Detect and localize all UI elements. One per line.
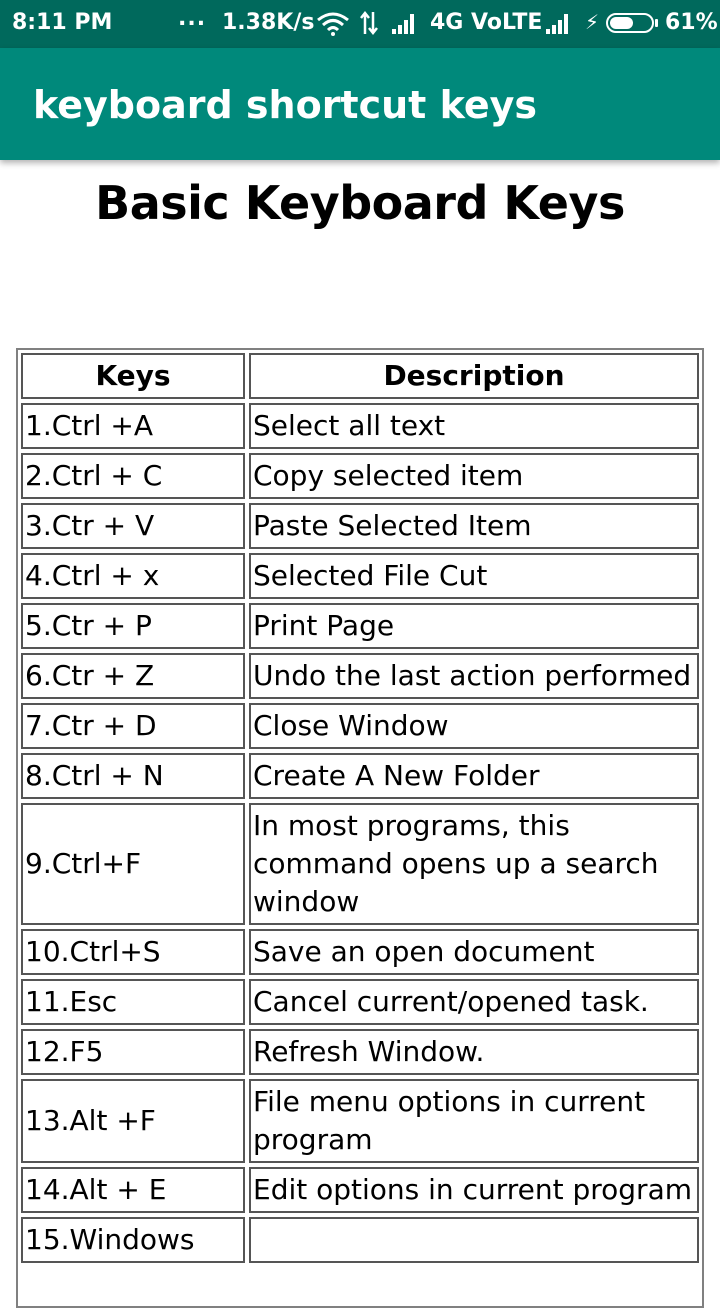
shortcut-description-cell: Refresh Window. [249,1029,699,1075]
shortcut-description-cell: Save an open document [249,929,699,975]
shortcut-description-cell: File menu options in current program [249,1079,699,1163]
shortcut-description-cell: In most programs, this command opens up a search window [249,803,699,925]
table-header-row [21,353,699,399]
more-notifications-icon: ... [178,6,207,31]
network-type: 4G VoLTE [430,10,543,35]
shortcut-key-cell: 15.Windows [21,1217,245,1263]
shortcut-description-cell: Cancel current/opened task. [249,979,699,1025]
shortcut-description-cell: Undo the last action performed [249,653,699,699]
table-row [21,929,699,975]
battery-percent: 61% [665,10,718,35]
shortcut-table [17,349,703,1267]
shortcut-description-cell: Select all text [249,403,699,449]
table-row [21,553,699,599]
data-arrows-icon [358,10,380,41]
shortcut-key-cell: 3.Ctr + V [21,503,245,549]
shortcut-key-cell: 1.Ctrl +A [21,403,245,449]
shortcut-description-cell: Close Window [249,703,699,749]
shortcut-key-cell: 11.Esc [21,979,245,1025]
shortcut-description-cell: Paste Selected Item [249,503,699,549]
header-keys: Keys [21,353,245,399]
battery-icon [606,13,654,33]
status-time: 8:11 PM [12,10,113,35]
shortcut-description-cell: Edit options in current program [249,1167,699,1213]
table-row [21,653,699,699]
network-speed: 1.38K/s [222,10,315,35]
table-body [21,403,699,1263]
status-bar [0,0,720,48]
shortcut-key-cell: 14.Alt + E [21,1167,245,1213]
shortcut-key-cell: 2.Ctrl + C [21,453,245,499]
shortcut-description-cell: Copy selected item [249,453,699,499]
shortcut-key-cell: 10.Ctrl+S [21,929,245,975]
shortcut-key-cell: 4.Ctrl + x [21,553,245,599]
wifi-icon [316,12,350,42]
table-row [21,503,699,549]
shortcut-description-cell [249,1217,699,1263]
shortcut-key-cell: 12.F5 [21,1029,245,1075]
signal-icon [392,14,416,34]
shortcut-key-cell: 5.Ctr + P [21,603,245,649]
shortcut-description-cell: Selected File Cut [249,553,699,599]
shortcut-description-cell: Create A New Folder [249,753,699,799]
table-row [21,1029,699,1075]
shortcut-key-cell: 7.Ctr + D [21,703,245,749]
app-title: keyboard shortcut keys [33,83,537,127]
signal-icon [546,14,570,34]
header-description: Description [249,353,699,399]
table-row [21,453,699,499]
shortcut-table-container[interactable] [16,348,704,1308]
shortcut-key-cell: 13.Alt +F [21,1079,245,1163]
table-row [21,603,699,649]
shortcut-description-cell: Print Page [249,603,699,649]
table-row [21,979,699,1025]
table-row [21,803,699,925]
table-row [21,403,699,449]
page-heading: Basic Keyboard Keys [95,176,625,230]
shortcut-key-cell: 6.Ctr + Z [21,653,245,699]
shortcut-key-cell: 8.Ctrl + N [21,753,245,799]
app-bar [0,48,720,160]
charging-bolt-icon: ⚡ [585,10,600,34]
shortcut-key-cell: 9.Ctrl+F [21,803,245,925]
table-row [21,753,699,799]
table-row [21,1079,699,1163]
table-row [21,1167,699,1213]
table-row [21,1217,699,1263]
table-row [21,703,699,749]
